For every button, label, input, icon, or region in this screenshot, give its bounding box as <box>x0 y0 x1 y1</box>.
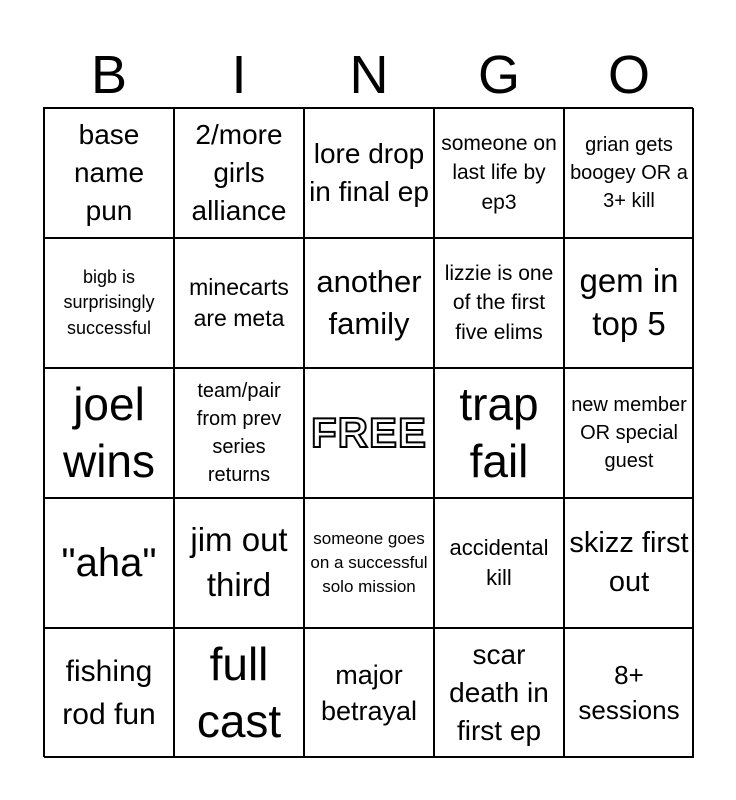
cell-text: skizz first out <box>569 526 689 598</box>
cell-text: "aha" <box>61 541 157 585</box>
cell-text: jim out third <box>190 521 288 603</box>
cell-text: team/pair from prev series returns <box>196 380 282 486</box>
bingo-cell[interactable] <box>564 368 694 498</box>
bingo-cell[interactable] <box>434 628 564 758</box>
cell-text: 8+ sessions <box>578 659 680 725</box>
bingo-cell[interactable] <box>304 238 434 368</box>
free-space-label: FREE <box>310 409 427 456</box>
cell-text: new member OR special guest <box>571 394 687 472</box>
header-letter-o: O <box>607 45 650 105</box>
bingo-cell[interactable] <box>434 498 564 628</box>
bingo-cell[interactable] <box>434 238 564 368</box>
bingo-cell[interactable] <box>564 628 694 758</box>
bingo-cell[interactable] <box>44 368 174 498</box>
cell-text: full cast <box>196 637 282 747</box>
bingo-cell[interactable] <box>174 368 304 498</box>
cell-text: base name pun <box>73 119 145 226</box>
cell-text: trap fail <box>459 377 539 487</box>
bingo-cell[interactable] <box>434 368 564 498</box>
cell-text: grian gets boogey OR a 3+ kill <box>570 134 688 212</box>
bingo-cell[interactable] <box>174 108 304 238</box>
cell-text: accidental kill <box>449 535 549 590</box>
free-space[interactable] <box>304 368 434 498</box>
bingo-cell[interactable] <box>434 108 564 238</box>
cell-text: gem in top 5 <box>579 262 679 342</box>
cell-text: fishing rod fun <box>62 654 156 731</box>
bingo-cell[interactable] <box>564 108 694 238</box>
header-letter-g: G <box>477 45 520 105</box>
bingo-cell[interactable] <box>174 628 304 758</box>
bingo-cell[interactable] <box>174 498 304 628</box>
cell-text: another family <box>316 264 422 341</box>
cell-text: 2/more girls alliance <box>191 119 287 226</box>
bingo-cell[interactable] <box>564 498 694 628</box>
bingo-cell[interactable] <box>44 628 174 758</box>
cell-text: bigb is surprisingly successful <box>63 267 155 338</box>
cell-text: joel wins <box>62 377 156 487</box>
cell-text: lizzie is one of the first five elims <box>444 261 554 344</box>
bingo-cell[interactable] <box>44 498 174 628</box>
cell-text: someone goes on a successful solo mission <box>310 529 428 596</box>
header-letter-b: B <box>90 45 128 105</box>
bingo-cell[interactable] <box>304 498 434 628</box>
cell-text: someone on last life by ep3 <box>441 131 557 214</box>
cell-text: minecarts are meta <box>189 273 289 331</box>
cell-text: scar death in first ep <box>449 639 549 746</box>
bingo-cell[interactable] <box>44 238 174 368</box>
bingo-cell[interactable] <box>44 108 174 238</box>
bingo-grid <box>43 107 693 757</box>
cell-text: major betrayal <box>320 659 418 726</box>
bingo-header <box>44 44 694 106</box>
bingo-cell[interactable] <box>564 238 694 368</box>
bingo-cell[interactable] <box>304 628 434 758</box>
bingo-cell[interactable] <box>304 108 434 238</box>
header-letter-i: I <box>231 45 247 105</box>
header-letter-n: N <box>349 45 389 105</box>
bingo-cell[interactable] <box>174 238 304 368</box>
cell-text: lore drop in final ep <box>309 138 429 207</box>
